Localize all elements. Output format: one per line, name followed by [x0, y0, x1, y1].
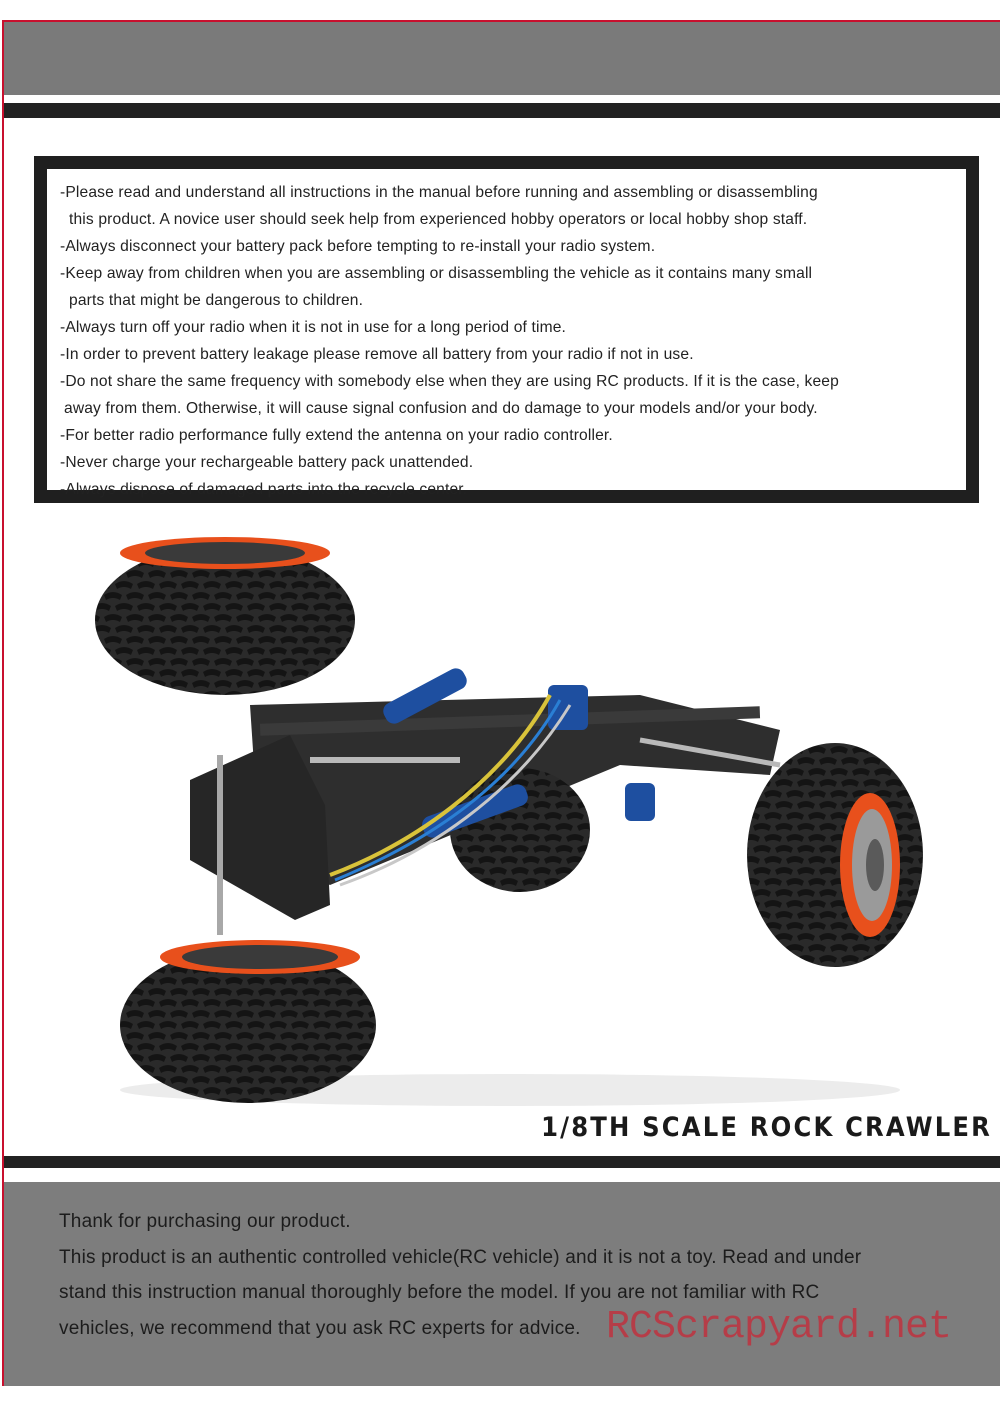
- safety-notes-list: [47, 169, 966, 503]
- header-black-rule: [4, 103, 1000, 118]
- safety-note: -For better radio performance fully extend the antenna on your radio controller.: [60, 427, 613, 444]
- safety-note: -Always turn off your radio when it is not in use for a long period of time.: [60, 319, 567, 336]
- safety-note: -Always dispose of damaged parts into the recycle center.: [60, 481, 468, 498]
- safety-notes-box: [34, 156, 979, 503]
- safety-note: -Keep away from children when you are assembling or disassembling the vehicle as it contains many small parts that might be dangerous to children.: [60, 265, 813, 309]
- intro-line: vehicles, we recommend that you ask RC experts for advice.: [59, 1317, 581, 1339]
- safety-note: -Always disconnect your battery pack before tempting to re-install your radio system.: [60, 238, 656, 255]
- intro-line: Thank for purchasing our product.: [59, 1211, 351, 1232]
- intro-line: This product is an authentic controlled vehicle(RC vehicle) and it is not a toy. Read and under: [59, 1246, 862, 1268]
- safety-note: -Please read and understand all instructions in the manual before running and assembling or disassembling this product. A novice user should seek help from experienced hobby operators or local hobby shop staff.: [60, 184, 818, 228]
- footer-black-rule: [4, 1156, 1000, 1168]
- intro-line: stand this instruction manual thoroughly before the model. If you are not familiar with RC: [59, 1282, 820, 1303]
- safety-note: -In order to prevent battery leakage please remove all battery from your radio if not in use.: [60, 346, 694, 363]
- safety-note: -Never charge your rechargeable battery pack unattended.: [60, 454, 474, 471]
- safety-note: -Do not share the same frequency with somebody else when they are using RC products. If it is the case, keep away from them. Otherwise, it will cause signal confusion and do damage to your models and/or your body.: [60, 373, 839, 417]
- watermark: RCScrapyard.net: [606, 1305, 952, 1350]
- rock-crawler-photo: [80, 525, 940, 1110]
- product-title: 1/8TH SCALE ROCK CRAWLER: [541, 1112, 992, 1143]
- header-gray-band: [4, 22, 1000, 95]
